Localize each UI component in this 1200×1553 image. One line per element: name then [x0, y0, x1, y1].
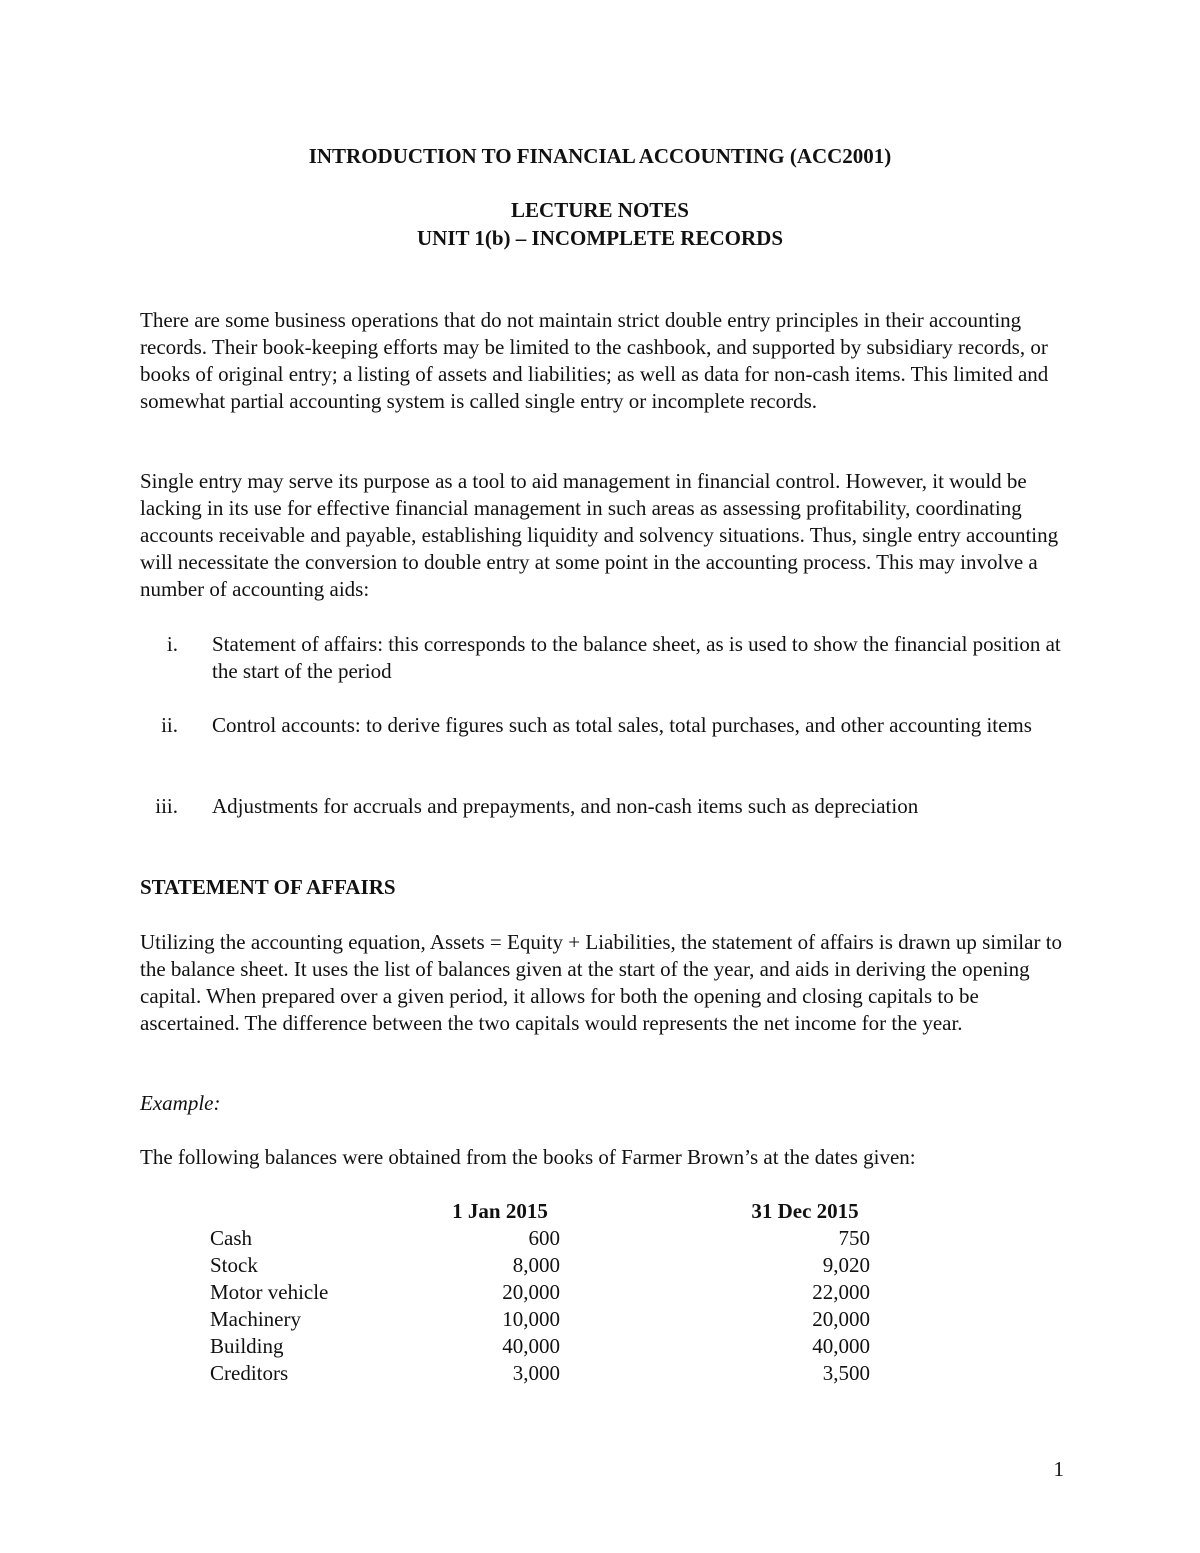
balances-table: [210, 1198, 870, 1387]
page-number: 1: [1053, 1457, 1064, 1481]
example-intro: The following balances were obtained from the books of Farmer Brown’s at the dates given:: [140, 1145, 916, 1169]
table-header-item: [210, 1198, 440, 1225]
list-item-text: Adjustments for accruals and prepayments, and non-cash items such as depreciation: [212, 794, 919, 818]
row-jan-value: 20,000: [502, 1280, 560, 1304]
row-jan-value: 8,000: [512, 1253, 560, 1277]
row-jan-value: 600: [528, 1226, 560, 1250]
table-row: [210, 1360, 870, 1387]
row-jan-value: 40,000: [502, 1334, 560, 1358]
list-item-text: Statement of affairs: this corresponds to the balance sheet, as is used to show the financial position at the start of the period: [212, 632, 1061, 683]
row-item-name: Cash: [210, 1226, 252, 1250]
table-header-jan: 1 Jan 2015: [452, 1199, 548, 1223]
row-item-name: Machinery: [210, 1307, 301, 1331]
table-row: [210, 1252, 870, 1279]
row-dec-value: 750: [838, 1226, 870, 1250]
unit-title: UNIT 1(b) – INCOMPLETE RECORDS: [417, 226, 783, 250]
table-header-gap: [560, 1198, 740, 1225]
row-jan-value: 10,000: [502, 1307, 560, 1331]
table-header-dec: 31 Dec 2015: [751, 1199, 859, 1223]
row-dec-value: 22,000: [812, 1280, 870, 1304]
row-dec-value: 40,000: [812, 1334, 870, 1358]
intro-paragraph-1: There are some business operations that do not maintain strict double entry principles in their accounting records. Their book-keeping efforts may be limited to the cashbook, and supported by subsidiary records, or books of original entry; a listing of assets and liabilities; as well as data for non-cash items. This limited and somewhat partial accounting system is called single entry or incomplete records.: [140, 308, 1049, 413]
row-item-name: Motor vehicle: [210, 1280, 329, 1304]
table-header-row: [210, 1198, 870, 1225]
list-item-number: ii.: [161, 713, 178, 737]
row-dec-value: 9,020: [822, 1253, 870, 1277]
row-item-name: Stock: [210, 1253, 258, 1277]
row-jan-value: 3,000: [512, 1361, 560, 1385]
lecture-notes-label: LECTURE NOTES: [511, 198, 689, 222]
list-item-number: i.: [166, 632, 178, 656]
row-dec-value: 3,500: [822, 1361, 870, 1385]
table-row: [210, 1279, 870, 1306]
table-row: [210, 1306, 870, 1333]
table-row: [210, 1333, 870, 1360]
section-heading-statement-of-affairs: STATEMENT OF AFFAIRS: [140, 875, 396, 899]
intro-paragraph-2: Single entry may serve its purpose as a tool to aid management in financial control. However, it would be lacking in its use for effective financial management in such areas as assessing profitability, coordinating accounts receivable and payable, establishing liquidity and solvency situations. Thus, single entry accounting will necessitate the conversion to double entry at some point in the accounting process. This may involve a number of accounting aids:: [140, 469, 1059, 601]
row-item-name: Building: [210, 1334, 284, 1358]
table-row: [210, 1225, 870, 1252]
row-dec-value: 20,000: [812, 1307, 870, 1331]
list-item-number: iii.: [155, 794, 178, 818]
list-item-text: Control accounts: to derive figures such as total sales, total purchases, and other accounting items: [212, 713, 1032, 737]
example-label: Example:: [140, 1091, 221, 1115]
statement-paragraph: Utilizing the accounting equation, Assets = Equity + Liabilities, the statement of affairs is drawn up similar to the balance sheet. It uses the list of balances given at the start of the year, and aids in deriving the opening capital. When prepared over a given period, it allows for both the opening and closing capitals to be ascertained. The difference between the two capitals would represents the net income for the year.: [140, 930, 1063, 1035]
course-title: INTRODUCTION TO FINANCIAL ACCOUNTING (ACC2001): [308, 144, 892, 168]
row-item-name: Creditors: [210, 1361, 289, 1385]
